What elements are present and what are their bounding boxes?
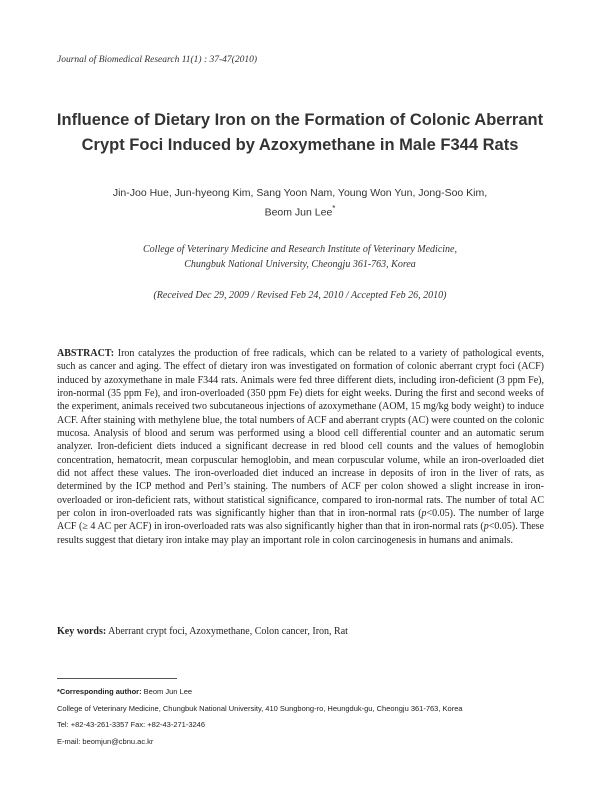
footnote-phone: Tel: +82-43-261-3357 Fax: +82-43-271-3246: [57, 720, 206, 729]
paper-title: [40, 108, 560, 158]
footnote-address: College of Veterinary Medicine, Chungbuk National University, 410 Sungbong-ro, Heungduk-gu, Cheongju 361-763, Korea: [57, 703, 463, 713]
abstract-text-3: <0.05). These results suggest that dietary iron intake may play an important role in colon carcinogenesis in humans and animals.: [57, 521, 544, 546]
authors-line-1: Jin-Joo Hue, Jun-hyeong Kim, Sang Yoon Nam, Young Won Yun, Jong-Soo Kim,: [112, 187, 488, 199]
footnote-divider: [57, 678, 177, 679]
keywords-label: Key words:: [57, 626, 107, 637]
title-line-1: Influence of Dietary Iron on the Formation of Colonic Aberrant: [56, 111, 544, 129]
title-line-2: Crypt Foci Induced by Azoxymethane in Male F344 Rats: [81, 136, 519, 154]
abstract-text-1: Iron catalyzes the production of free radicals, which can be related to a variety of pathological events, such as cancer and aging. The effect of dietary iron was investigated on formation of colonic aberrant crypt foci (ACF) induced by azoxymethane in male F344 rats. Animals were fed three different diets, including iron-deficient (3 ppm Fe), iron-normal (35 ppm Fe), and iron-overloaded (350 ppm Fe) diets for eight weeks. During the first and second weeks of the experiment, animals received two subcutaneous injections of azoxymethane (AOM, 15 mg/kg body weight) to induce ACF. After staining with methylene blue, the total numbers of ACF and aberrant crypts (AC) were counted on the colonic mucosa. Analysis of blood and serum was performed using a blood cell differential counter and an automatic serum analyzer. Iron-deficient diets induced a significant decrease in red blood cell counts and the values of hemoglobin concentration, hematocrit, mean corpuscular hemoglobin, and mean corpuscular volume, while an iron-overloaded diet did not affect these values. The iron-overloaded diet induced an increase in deposits of iron in the liver of rats, as determined by the ICP method and Perl’s staining. The numbers of ACF per colon showed a slight increase in iron-overloaded or iron-deficient rats, without statistical significance, compared to iron-normal rats. The number of total AC per colon in iron-overloaded rats was significantly higher than that in iron-normal rats (: [57, 348, 544, 520]
p-symbol-2: p: [483, 521, 489, 533]
abstract: [57, 347, 544, 547]
footnote-author-line: [57, 684, 544, 701]
author-list: [40, 185, 560, 221]
corresponding-author-name: Beom Jun Lee: [264, 206, 333, 219]
authors-line-2: [40, 201, 560, 221]
footnote-label: *Corresponding author:: [57, 687, 142, 696]
affiliation: [40, 242, 560, 272]
affiliation-line-1: College of Veterinary Medicine and Research Institute of Veterinary Medicine,: [143, 244, 457, 255]
affiliation-line-2: Chungbuk National University, Cheongju 361-763, Korea: [184, 259, 416, 270]
p-symbol-1: p: [421, 508, 427, 520]
abstract-label: ABSTRACT:: [57, 348, 115, 359]
footnote-email: E-mail: beomjun@cbnu.ac.kr: [57, 736, 154, 746]
submission-dates: (Received Dec 29, 2009 / Revised Feb 24, 2010 / Accepted Feb 26, 2010): [153, 290, 447, 301]
footnote-author: Beom Jun Lee: [141, 687, 193, 696]
keywords: [57, 626, 544, 637]
corresponding-footnote: [57, 684, 544, 750]
journal-citation: Journal of Biomedical Research 11(1) : 37-47(2010): [57, 55, 257, 65]
keywords-text: Aberrant crypt foci, Azoxymethane, Colon cancer, Iron, Rat: [106, 626, 348, 637]
abstract-text-2: <0.05). The number of large ACF (≥ 4 AC per ACF) in iron-overloaded rats was also significantly higher than that in iron-normal rats (: [57, 508, 544, 533]
corresponding-mark: *: [332, 204, 336, 213]
